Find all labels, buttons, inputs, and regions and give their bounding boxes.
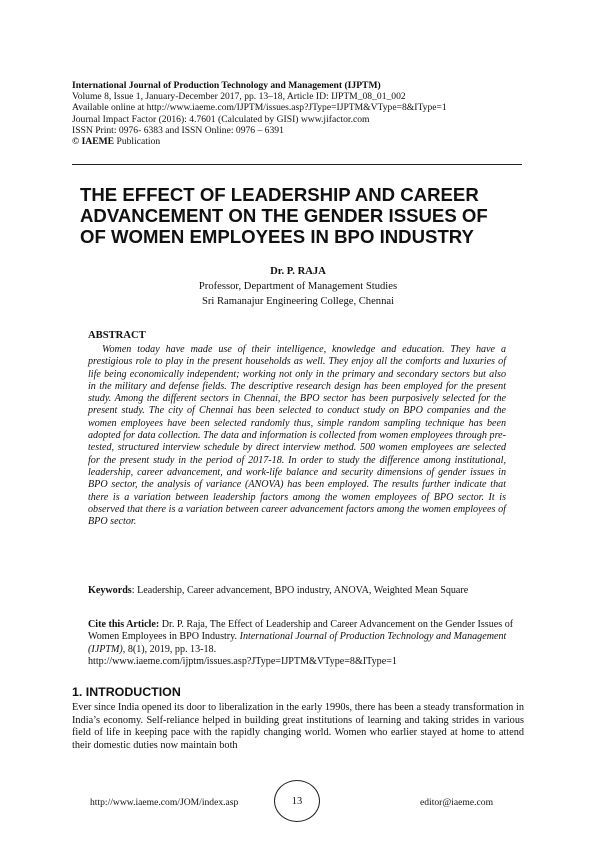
issn-line: ISSN Print: 0976- 6383 and ISSN Online: 0976 – 6391 xyxy=(72,124,284,136)
title-line-1: THE EFFECT OF LEADERSHIP AND CAREER xyxy=(80,184,479,205)
header-divider xyxy=(72,164,522,165)
citation-url[interactable]: http://www.iaeme.com/ijptm/issues.asp?JType=IJPTM&VType=8&IType=1 xyxy=(88,656,397,668)
impact-factor-line: Journal Impact Factor (2016): 4.7601 (Calculated by GISI) www.jifactor.com xyxy=(72,113,370,125)
publisher-mark: © IAEME xyxy=(72,136,115,148)
section-heading: 1. INTRODUCTION xyxy=(72,685,181,699)
title-line-2: ADVANCEMENT ON THE GENDER ISSUES OF xyxy=(80,205,488,226)
citation-text: Dr. P. Raja, The Effect of Leadership and Career Advancement on the Gender Issues of Women Employees in BPO Industry. xyxy=(88,619,514,643)
publisher-rest: Publication xyxy=(114,136,161,148)
title-line-3: OF WOMEN EMPLOYEES IN BPO INDUSTRY xyxy=(80,226,474,247)
keywords xyxy=(88,585,506,597)
volume-line: Volume 8, Issue 1, January-December 2017, pp. 13–18, Article ID: IJPTM_08_01_002 xyxy=(72,91,406,103)
citation xyxy=(88,619,518,669)
page-number: 13 xyxy=(274,780,320,822)
abstract-text: Women today have made use of their intelligence, knowledge and education. They have a prestigious role to play in the present households as well. They enjoy all the comforts and luxuries of life being economically independent; working not only in the primary and secondary sectors but also in the military and defense fields. The descriptive research design has been employed for the present study. Among the different sectors in Chennai, the BPO sector has been purposively selected for the present study. The city of Chennai has been selected to conduct study on BPO companies and the women employees have been selected randomly thus, simple random sampling technique has been adopted for data collection. The data and information is collected from women employees through pre-tested, structured interview schedule by direct interview method. 500 women employees are selected for the present study in the period of 2017-18. In order to study the difference among institutional, leadership, career advancement, and work-life balance and security dimensions of gender issues in BPO sector, the analysis of variance (ANOVA) has been employed. The results further indicate that there is a variation between leadership factors among the women employees of BPO sector. It is observed that there is a variation between career advancement factors among the women employees of BPO sector. xyxy=(88,344,506,528)
journal-name: International Journal of Production Technology and Management (IJPTM) xyxy=(72,80,381,91)
paper-title xyxy=(80,184,520,247)
footer-email[interactable]: editor@iaeme.com xyxy=(420,797,494,808)
publisher-line xyxy=(72,136,532,147)
abstract-heading: ABSTRACT xyxy=(88,330,146,341)
availability-line: Available online at http://www.iaeme.com/IJPTM/issues.asp?JType=IJPTM&VType=8&IType=1 xyxy=(72,102,447,114)
citation-details: , 8(1), 2019, pp. 13-18. xyxy=(122,643,217,655)
citation-label: Cite this Article: xyxy=(88,619,160,630)
author-position: Professor, Department of Management Studies xyxy=(198,281,398,292)
journal-header xyxy=(72,80,532,147)
keywords-label: Keywords xyxy=(88,585,132,596)
author-name: Dr. P. RAJA xyxy=(270,266,326,277)
citation-journal: International Journal of Production Technology and Management (IJPTM) xyxy=(88,631,507,655)
author-affiliation: Sri Ramanajur Engineering College, Chennai xyxy=(201,296,395,307)
footer-url[interactable]: http://www.iaeme.com/JOM/index.asp xyxy=(90,797,239,808)
section-body: Ever since India opened its door to liberalization in the early 1990s, there has been a steady transformation in India’s economy. Self-reliance helped in building great institutions of learning and taking strides in various field of life in keeping pace with the rapidly changing world. Women who earlier stayed at home to attend their domestic duties now maintain both xyxy=(72,702,524,751)
keywords-text: : Leadership, Career advancement, BPO industry, ANOVA, Weighted Mean Square xyxy=(131,585,469,596)
